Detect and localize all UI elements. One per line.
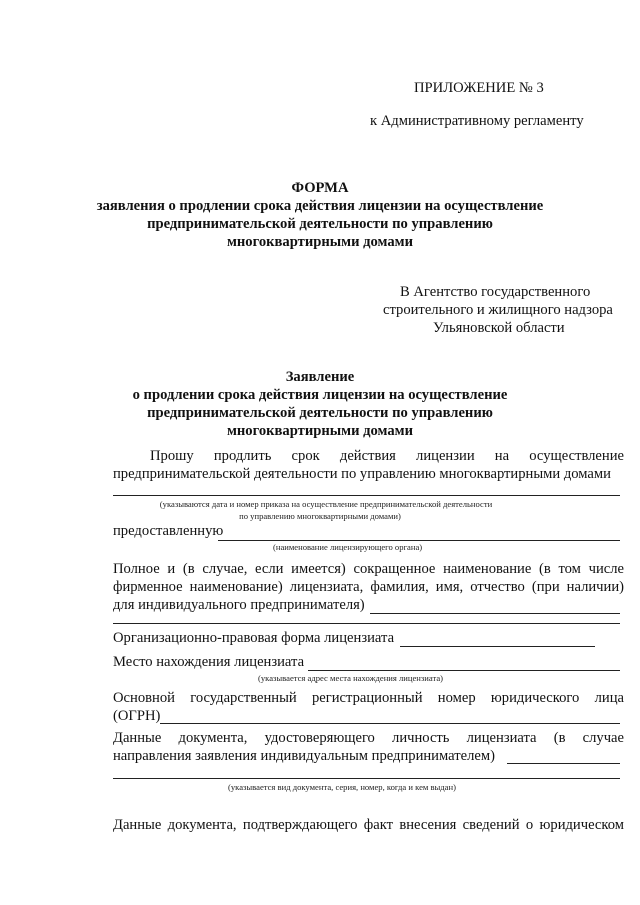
addressee-line1: В Агентство государственного bbox=[400, 284, 591, 300]
form-subtitle-line3: многоквартирными домами bbox=[226, 234, 414, 250]
fullname-text-line2: фирменное наименование) лицензиата, фамилия, имя, отчество (при наличии) bbox=[113, 579, 624, 595]
application-title: Заявление bbox=[285, 369, 355, 385]
form-title: ФОРМА bbox=[291, 180, 349, 196]
fullname-text-line3: для индивидуального предпринимателя) bbox=[113, 597, 365, 613]
licensing-authority-field[interactable] bbox=[218, 540, 620, 541]
addressee-line3: Ульяновской области bbox=[433, 320, 565, 336]
license-order-note-line1: (указываются дата и номер приказа на осуществление предпринимательской деятельности bbox=[159, 499, 493, 509]
request-text-line1: Прошу продлить срок действия лицензии на осуществление bbox=[150, 448, 624, 464]
request-text-line2: предпринимательской деятельности по управлению многоквартирными домами bbox=[113, 466, 611, 482]
appendix-reference: к Административному регламенту bbox=[370, 113, 584, 129]
id-doc-note: (указывается вид документа, серия, номер, когда и кем выдан) bbox=[228, 782, 456, 792]
fullname-text-line1: Полное и (в случае, если имеется) сокращенное наименование (в том числе bbox=[113, 561, 624, 577]
addressee-line2: строительного и жилищного надзора bbox=[383, 302, 613, 318]
form-subtitle-line2: предпринимательской деятельности по управлению bbox=[147, 216, 493, 232]
id-doc-field-1[interactable] bbox=[507, 763, 620, 764]
location-note: (указывается адрес места нахождения лицензиата) bbox=[258, 673, 444, 683]
id-doc-text-line1: Данные документа, удостоверяющего личность лицензиата (в случае bbox=[113, 730, 624, 746]
ogrn-field[interactable] bbox=[160, 723, 620, 724]
appendix-number: ПРИЛОЖЕНИЕ № 3 bbox=[414, 80, 544, 96]
legal-form-label: Организационно-правовая форма лицензиата bbox=[113, 630, 395, 646]
form-subtitle-line1: заявления о продлении срока действия лицензии на осуществление bbox=[96, 198, 544, 214]
location-field[interactable] bbox=[308, 670, 620, 671]
ogrn-text-line2: (ОГРН) bbox=[113, 708, 161, 724]
fullname-field-1[interactable] bbox=[370, 613, 620, 614]
legal-form-field[interactable] bbox=[400, 646, 595, 647]
application-subtitle-line2: предпринимательской деятельности по управлению bbox=[147, 405, 493, 421]
location-label: Место нахождения лицензиата bbox=[113, 654, 305, 670]
granted-label: предоставленную bbox=[113, 523, 224, 539]
application-subtitle-line1: о продлении срока действия лицензии на осуществление bbox=[132, 387, 508, 403]
id-doc-text-line2: направления заявления индивидуальным предпринимателем) bbox=[113, 748, 495, 764]
license-order-note-line2: по управлению многоквартирными домами) bbox=[239, 511, 401, 521]
licensing-authority-note: (наименование лицензирующего органа) bbox=[273, 542, 423, 552]
id-doc-field-2[interactable] bbox=[113, 778, 620, 779]
license-order-field[interactable] bbox=[113, 495, 620, 496]
application-subtitle-line3: многоквартирными домами bbox=[226, 423, 414, 439]
fullname-field-2[interactable] bbox=[113, 623, 620, 624]
legal-entity-doc-text: Данные документа, подтверждающего факт внесения сведений о юридическом bbox=[113, 817, 624, 833]
ogrn-text-line1: Основной государственный регистрационный номер юридического лица bbox=[113, 690, 624, 706]
